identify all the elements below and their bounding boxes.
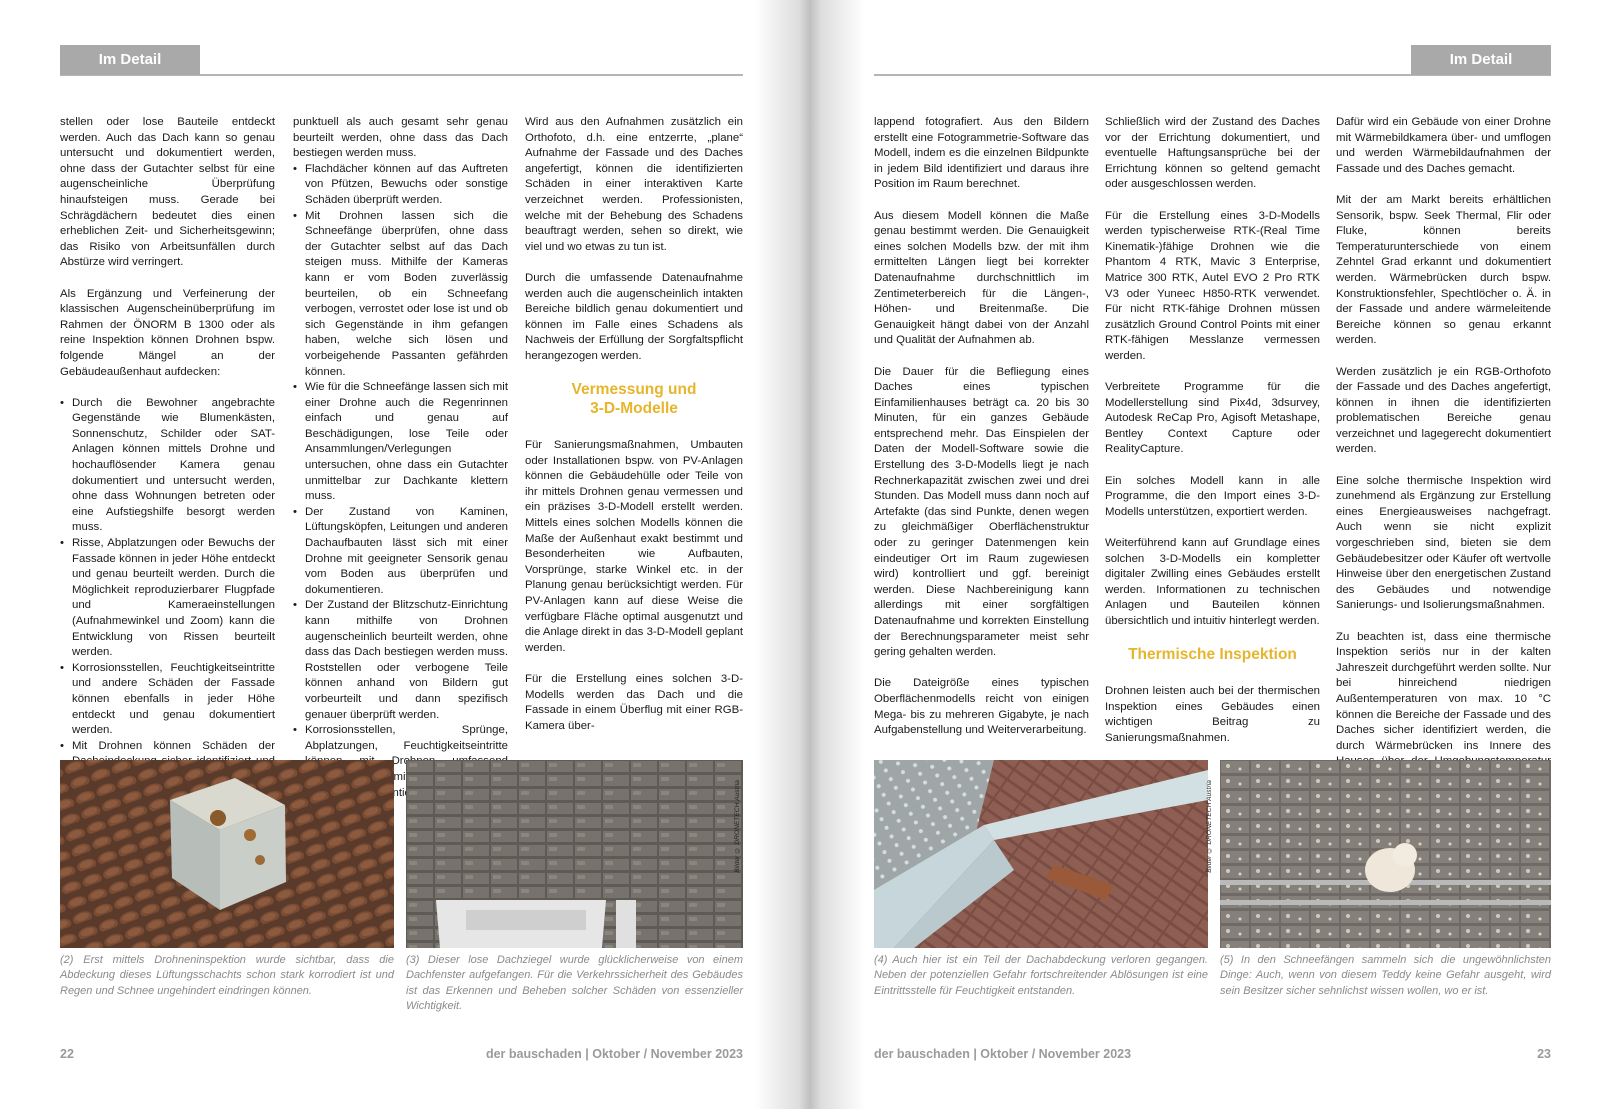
paragraph: Die Dateigröße eines typischen Oberflächenmodells reicht von einigen Mega- bis zu mehreren Gigabyte, je nach Aufgabenstellung und Weiterverarbeitung. [874,677,1089,737]
paragraph: lappend fotografiert. Aus den Bildern erstellt eine Fotogrammetrie-Software das Modell, indem es die einzelnen Bildpunkte in jedem Bild identifiziert und daraus ihre Position im Raum berechnet. [874,116,1089,191]
caption-3: (3) Dieser lose Dachziegel wurde glücklicherweise von einem Dachfenster aufgefangen. Für die Verkehrssicherheit des Gebäudes ist das Erkennen und Beheben solcher Schäden von essenzieller Wichtigkeit. [406,954,743,1013]
paragraph: Dafür wird ein Gebäude von einer Drohne mit Wärmebildkamera über- und umflogen und werden Wärmebildaufnahmen der Fassade und des Daches gemacht. [1336,116,1551,175]
photo-credit: Bilder © DRONETECH Austria [734,780,741,873]
roof-damage-image [874,760,1208,948]
list-item: • Risse, Abplatzungen oder Bewuchs der Fassade können in jeder Höhe entdeckt und genau beurteilt werden. Durch die Möglichkeit reproduzierbarer Flugpfade und Kameraeinstellungen (Aufnahmewinkel und Zoom) kann die Entwicklung von Rissen beurteilt werden. [60,536,275,661]
left-column-2 [293,115,508,832]
paragraph: Drohnen leisten auch bei der thermischen Inspektion eines Gebäudes einen wichtigen Beitrag zu Sanierungsmaßnahmen. [1105,685,1320,744]
list-item: • Wie für die Schneefänge lassen sich mit einer Drohne auch die Regenrinnen einfach und genau auf Beschädigungen, lose Teile oder Ansammlungen/Verlegungen untersuchen, ohne dass ein Gutachter unmittelbar zur Dachkante klettern muss. [293,380,508,505]
page-number-left: 22 [60,1047,74,1061]
bullet-list [293,162,508,817]
roof-tiles-image [406,760,743,948]
paragraph: Die Dauer für die Befliegung eines Daches eines typischen Einfamilienhauses beträgt ca. 20 bis 30 Minuten, für ein ganzes Gebäude entsprechend mehr. Das Einspielen der Daten der Modell-Software sowie die Erstellung des 3-D-Modells liegt je nach Rechnerkapazität zwischen zwei und drei Stunden. Das Modell muss dann noch auf Artefakte (das sind Punkte, denen wegen zu gleichmäßiger Oberflächenstruktur oder zu geringer Datenmengen kein eindeutiger Ort im Raum zugewiesen wird) kontrolliert und ggf. bereinigt werden. Diese Nachbereinigung kann allerdings mit einer sorgfältigen Datenaufnahme und korrekten Einstellung der Berechnungsparameter meist sehr gering gehalten werden. [874,365,1089,659]
paragraph: Für Sanierungsmaßnahmen, Umbauten oder Installationen bspw. von PV-Anlagen können die Gebäudehülle oder Teile von ihr mittels Drohnen genau vermessen und ein präzises 3-D-Modell erstellt werden. Mittels eines solchen Modells können die Maße der Außenhaut exakt bestimmt und Besonderheiten wie Aufbauten, Vorsprünge, starke Winkel etc. in der Planung genau berücksichtigt werden. Für PV-Anlagen kann auf diese Weise die verfügbare Fläche optimal ausgenutzt und die Anlage direkt in das 3-D-Modell geplant werden. [525,439,743,654]
footer-left: der bauschaden | Oktober / November 2023 [485,1047,743,1061]
right-column-3 [1336,115,1551,801]
paragraph: Aus diesem Modell können die Maße genau bestimmt werden. Die Genauigkeit eines solchen Modells bzw. der mit ihm ermittelten Längen liegt bei korrekter Datenaufnahme durchschnittlich im Zentimeterbereich für die Längen-, Höhen- und Breitenmaße. Die Genauigkeit hängt dabei von der Anzahl und Qualität der Aufnahmen ab. [874,209,1089,347]
list-item: • Korrosionsstellen, Sprünge, Abplatzungen, Feuchtigkeitseintritte mit [293,723,508,817]
caption-2: (2) Erst mittels Drohneninspektion wurde sichtbar, dass die Abdeckung dieses Lüftungsschachts schon stark korrodiert ist und Regen und Schnee ungehindert eindringen können. [60,954,394,997]
paragraph: Zu beachten ist, dass eine thermische Inspektion seriös nur in der kalten Jahreszeit durchgeführt werden sollte. Nur bei hinreichend niedrigen Außentemperaturen von max. 10 °C können die Bereiche der Fassade und des Daches sicher identifiziert werden, die durch Wärmebrücken ins Innere des [1336,630,1551,752]
photo-loose-tile [406,760,743,948]
photo-snow-guard-teddy [1206,760,1551,948]
snow-guard-image [1220,760,1551,948]
caption-4: (4) Auch hier ist ein Teil der Dachabdeckung verloren gegangen. Neben der potenziellen Gefahr fortschreitender Ablösungen ist eine Eintrittsstelle für Feuchtigkeit entstanden. [874,954,1208,997]
paragraph: Weiterführend kann auf Grundlage eines solchen 3-D-Modells ein kompletter digitaler Zwilling eines Gebäudes erstellt werden. Informationen zu technischen Anlagen und Bauteilen können übersichtlich und intuitiv hinterlegt werden. [1105,537,1320,627]
paragraph: Eine solche thermische Inspektion wird zunehmend als Ergänzung zur Erstellung eines Energieausweises nachgefragt. Auch wenn sie nicht explizit vorgeschrieben sind, bieten sie dem Gebäudebesitzer oder Käufer oft wertvolle Hinweise über den energetischen Zustand des Gebäudes und notwendige Sanierungs- und Isolierungsmaßnahmen. [1336,474,1551,612]
left-column-1 [60,115,275,817]
roof-tiles-image [60,760,394,948]
subheading-line: Vermessung und [571,381,697,399]
photo-credit: Bilder © DRONETECH Austria [1206,780,1213,873]
caption-5: (5) In den Schneefängen sammeln sich die ungewöhnlichsten Dinge: Auch, wenn von diesem Teddy keine Gefahr ausgeht, wird sein Besitzer sicher sehnlichst wissen wollen, wo er ist. [1220,954,1551,997]
subheading-line: 3-D-Modelle [590,400,678,418]
bullet-list [60,396,275,801]
subheading-thermische-inspektion: Thermische Inspektion [1128,646,1297,664]
list-item: • Der Zustand von Kaminen, Lüftungsköpfen, Leitungen und anderen Dachaufbauten lässt sich mit einer Drohne mit geeigneter Sensorik genau vom Boden aus überprüfen und dokumentieren. [293,505,508,599]
list-item: • Flachdächer können auf das Auftreten von Pfützen, Bewuchs oder sonstige Schäden überprüft werden. [293,162,508,209]
section-tab-right: Im Detail [1411,45,1551,75]
page-gutter [755,0,865,1109]
paragraph: Als Ergänzung und Verfeinerung der klassischen Augenscheinüberprüfung im Rahmen der ÖNORM B 1300 oder als reine Inspektion können Drohnen bspw. folgende Mängel an der Gebäudeaußenhaut aufdecken: [60,287,275,378]
paragraph: Mit der am Markt bereits erhältlichen Sensorik, bspw. Seek Thermal, Flir oder Fluke, können bereits Temperaturunterschiede von einem Zehntel Grad erkannt und dokumentiert werden. Wärmebrücken durch bspw. Konstruktionsfehler, Spechtlöcher o. Ä. in der Fassade und andere wärmeleitende Bereiche können so genau erkannt werden. [1336,193,1551,347]
paragraph: Werden zusätzlich je ein RGB-Orthofoto der Fassade und des Daches angefertigt, können in ihnen die identifizierten problematischen Bereiche genau verzeichnet und lagegerecht dokumentiert werden. [1336,365,1551,456]
list-item: • Durch die Bewohner angebrachte Gegenstände wie Blumenkästen, Sonnenschutz, Schilder oder SAT-Anlagen können mittels Drohne und hochauflösender Kamera genau dokumentiert und untersucht werden, ohne dass Wohnungen betreten oder eine Aufstiegshilfe besorgt werden muss. [60,396,275,536]
list-item: • Der Zustand der Blitzschutz-Einrichtung kann mithilfe von Drohnen augenscheinlich beurteilt werden, ohne dass das Dach bestiegen werden muss. Roststellen oder verbogene Teile können anhand von Bildern gut vorbeurteilt und dann spezifisch genauer überprüft werden. [293,598,508,723]
photo-ventilation-shaft [60,760,394,948]
paragraph: Schließlich wird der Zustand des Daches vor der Errichtung dokumentiert, und eventuelle Haftungsansprüche bei der Errichtung können so geltend gemacht oder ausgeschlossen werden. [1105,116,1320,191]
subheading-vermessung [525,380,743,418]
right-column-2 [1105,115,1320,762]
section-tab-left: Im Detail [60,45,200,75]
paragraph: Für die Erstellung eines 3-D-Modells werden typischerweise RTK-(Real Time Kinematik-)fähige Drohnen wie die Phantom 4 RTK, Mavic 3 Enterprise, Matrice 300 RTK, Autel EVO 2 Pro RTK V3 oder Yuneec H850-RTK verwendet. Für nicht RTK-fähige Drohnen müssen zusätzlich Ground Control Points mit einer RTK-fähigen Messlanze vermessen werden. [1105,209,1320,362]
page-number-right: 23 [1537,1047,1551,1061]
paragraph: Durch die umfassende Datenaufnahme werden auch die augenscheinlich intakten Bereiche bildlich genau dokumentiert und können im Falle eines Schadens als Nachweis der Erfüllung der Sorgfaltspflicht herangezogen werden. [525,271,743,362]
paragraph: punktuell als auch gesamt sehr genau beurteilt werden, ohne dass das Dach bestiegen werden muss. [293,116,508,160]
list-item: • Mit Drohnen können Schäden der [60,739,275,801]
paragraph: Wird aus den Aufnahmen zusätzlich ein Orthofoto, d.h. eine entzerrte, „plane“ Aufnahme der Fassade und des Daches angefertigt, können die identifizierten Schäden in einer interaktiven Karte verzeichnet werden. Professionisten, welche mit der Behebung des Schadens beauftragt werden, sehen so direkt, wie viel und wo etwas zu tun ist. [525,116,743,253]
list-item: • Korrosionsstellen, Feuchtigkeitseintritte und andere Schäden der Fassade können ebenfalls in jeder Höhe entdeckt und genau dokumentiert werden. [60,661,275,739]
paragraph: Für die Erstellung eines solchen 3-D-Modells werden das Dach und die Fassade in einem Überflug mit einer RGB-Kamera über- [525,673,743,732]
paragraph: Verbreitete Programme für die Modellerstellung sind Pix4d, 3dsurvey, Autodesk ReCap Pro, Agisoft Metashape, Bentley Context Capture oder RealityCapture. [1105,381,1320,456]
left-column-3 [525,115,743,750]
right-column-1 [874,115,1089,754]
paragraph: stellen oder lose Bauteile entdeckt werden. Auch das Dach kann so genau untersucht und dokumentiert werden, ohne dass der Gutachter selbst für eine augenscheinliche Überprüfung hinaufsteigen muss. Gerade bei Schrägdächern bedeutet dies einen erheblichen Zeit- und Sicherheitsgewinn; das Risiko von Arbeitsunfällen durch Abstürze wird verringert. [60,116,275,269]
paragraph: Ein solches Modell kann in alle Programme, die den Import eines 3-D-Modells unterstützen, exportiert werden. [1105,474,1320,518]
photo-roof-flashing [874,760,1208,948]
list-item: • Mit Drohnen lassen sich die Schneefänge überprüfen, ohne dass der Gutachter selbst auf das Dach steigen muss. Mithilfe der Kameras kann er vom Boden zuverlässig beurteilen, ob ein Schneefang verbogen, verrostet oder lose ist und ob sich Gegenstände in ihm gefangen haben, welche sich lösen und vorbeigehende Passanten gefährden können. [293,209,508,381]
footer-right: der bauschaden | Oktober / November 2023 [874,1047,1132,1061]
